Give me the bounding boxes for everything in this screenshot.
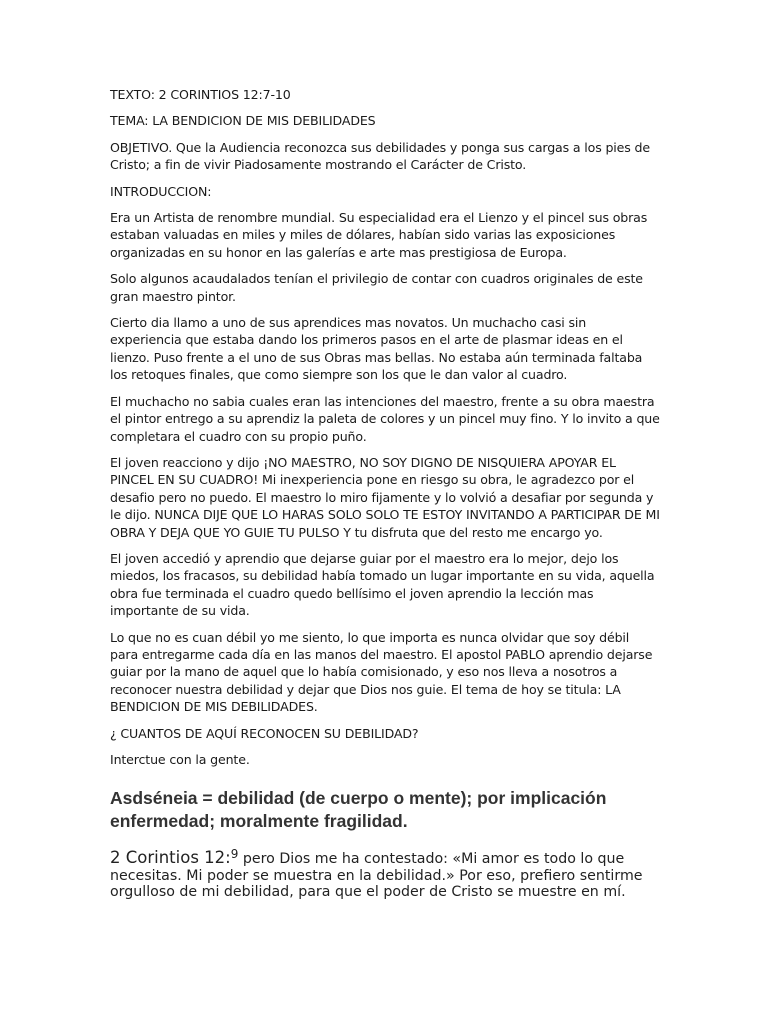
verse-number: 9 (230, 847, 239, 862)
body-paragraph: El joven accedió y aprendio que dejarse guiar por el maestro era lo mejor, dejo los miedos, los fracasos, su debilidad había tomado un lugar importante en su vida, aquella obra fue terminada el cuadro quedo bellísimo el joven aprendio la lección mas importante de su vida. (110, 550, 655, 619)
body-paragraph: El muchacho no sabia cuales eran las intenciones del maestro, frente a su obra maestra el pintor entrego a su aprendiz la paleta de colores y un pincel muy fino. Y lo invito a que completara el cuadro con su propio puño. (110, 393, 660, 444)
introduccion-heading: INTRODUCCION: (110, 183, 212, 199)
body-paragraph: Cierto dia llamo a uno de sus aprendices mas novatos. Un muchacho casi sin experiencia que estaba dando los primeros pasos en el arte de plasmar ideas en el lienzo. Puso frente a el uno de sus Obras mas bellas. No estaba aún terminada faltaba los retoques finales, que como siempre son los que le dan valor al cuadro. (110, 315, 643, 383)
tema-line: TEMA: LA BENDICION DE MIS DEBILIDADES (110, 113, 376, 129)
document-page (110, 86, 660, 901)
instruction-line: Interctue con la gente. (110, 752, 250, 767)
body-paragraph: Solo algunos acaudalados tenían el privilegio de contar con cuadros originales de este gran maestro pintor. (110, 271, 643, 304)
definition-heading: Asdséneia = debilidad (de cuerpo o mente); por implicación enfermedad; moralmente fragilidad. (110, 788, 607, 832)
objetivo-paragraph: OBJETIVO. Que la Audiencia reconozca sus debilidades y ponga sus cargas a los pies de Cristo; a fin de vivir Piadosamente mostrando el Carácter de Cristo. (110, 139, 650, 173)
bible-verse (110, 846, 660, 901)
body-paragraph: El joven reacciono y dijo ¡NO MAESTRO, NO SOY DIGNO DE NISQUIERA APOYAR EL PINCEL EN SU CUADRO! Mi inexperiencia pone en riesgo su obra, le agradezco por el desafio pero no puedo. El maestro lo miro fijamente y lo volvió a desafiar por segunda y le dijo. NUNCA DIJE QUE LO HARAS SOLO SOLO TE ESTOY INVITANDO A PARTICIPAR DE MI OBRA Y DEJA QUE YO GUIE TU PULSO Y tu disfruta que del resto me encargo yo. (110, 454, 660, 540)
verse-reference: 2 Corintios 12: (110, 848, 231, 868)
body-paragraph: Lo que no es cuan débil yo me siento, lo que importa es nunca olvidar que soy débil para entregarme cada día en las manos del maestro. El apostol PABLO aprendio dejarse guiar por la mano de aquel que lo había comisionado, y eso nos lleva a nosotros a reconocer nuestra debilidad y dejar que Dios nos guie. El tema de hoy se titula: LA BENDICION DE MIS DEBILIDADES. (110, 629, 653, 715)
body-paragraph: Era un Artista de renombre mundial. Su especialidad era el Lienzo y el pincel sus obras estaban valuadas en miles y miles de dólares, habían sido varias las exposiciones organizadas en su honor en las galerías e arte mas prestigiosa de Europa. (110, 210, 648, 260)
question-line: ¿ CUANTOS DE AQUÍ RECONOCEN SU DEBILIDAD? (110, 725, 419, 741)
texto-line: TEXTO: 2 CORINTIOS 12:7-10 (110, 87, 291, 102)
verse-text: pero Dios me ha contestado: «Mi amor es todo lo que necesitas. Mi poder se muestra en la debilidad.» Por eso, prefiero sentirme orgulloso de mi debilidad, para que el poder de Cristo se muestre en mí. (110, 851, 643, 901)
